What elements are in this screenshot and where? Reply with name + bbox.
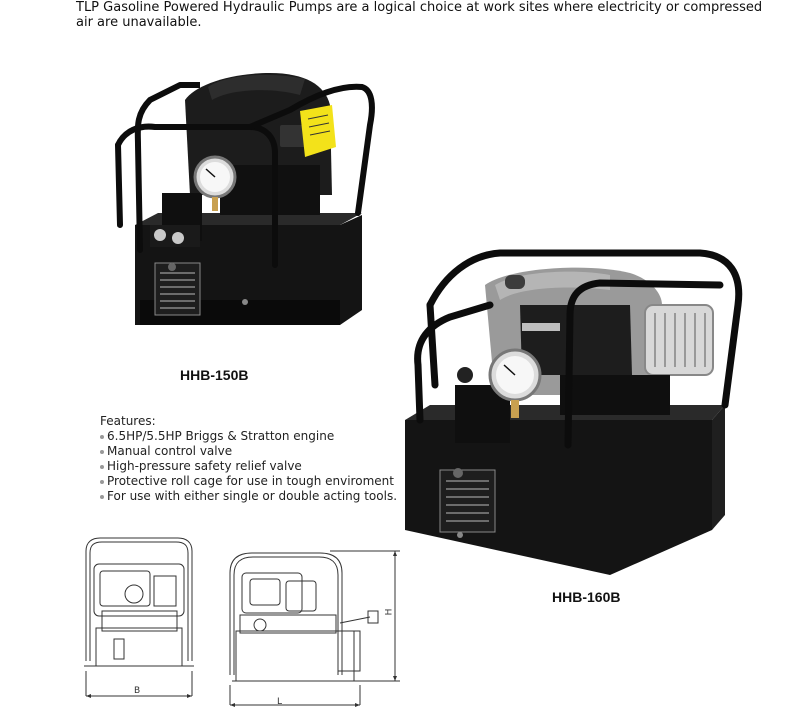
features-heading: Features: [100,414,156,428]
feature-item: 6.5HP/5.5HP Briggs & Stratton engine [100,429,400,444]
intro-paragraph: TLP Gasoline Powered Hydraulic Pumps are a logical choice at work sites where electricity or compressed air are unavailable. [76,0,763,30]
feature-item: Manual control valve [100,444,400,459]
model-label-hhb-150b: HHB-150B [180,367,249,383]
feature-item: For use with either single or double acting tools. [100,489,400,504]
hhb-160b-pump-image [400,245,745,585]
width-dimension-label: B [134,686,141,696]
feature-item: High-pressure safety relief valve [100,459,400,474]
feature-item: Protective roll cage for use in tough enviroment [100,474,400,489]
height-dimension-label: H [384,608,395,616]
features-section [100,414,400,504]
model-label-hhb-160b: HHB-160B [552,589,621,605]
side-view-drawing [210,545,410,717]
length-dimension-label: L [277,697,283,707]
features-list [100,429,400,504]
hhb-150b-pump-image [100,45,375,335]
